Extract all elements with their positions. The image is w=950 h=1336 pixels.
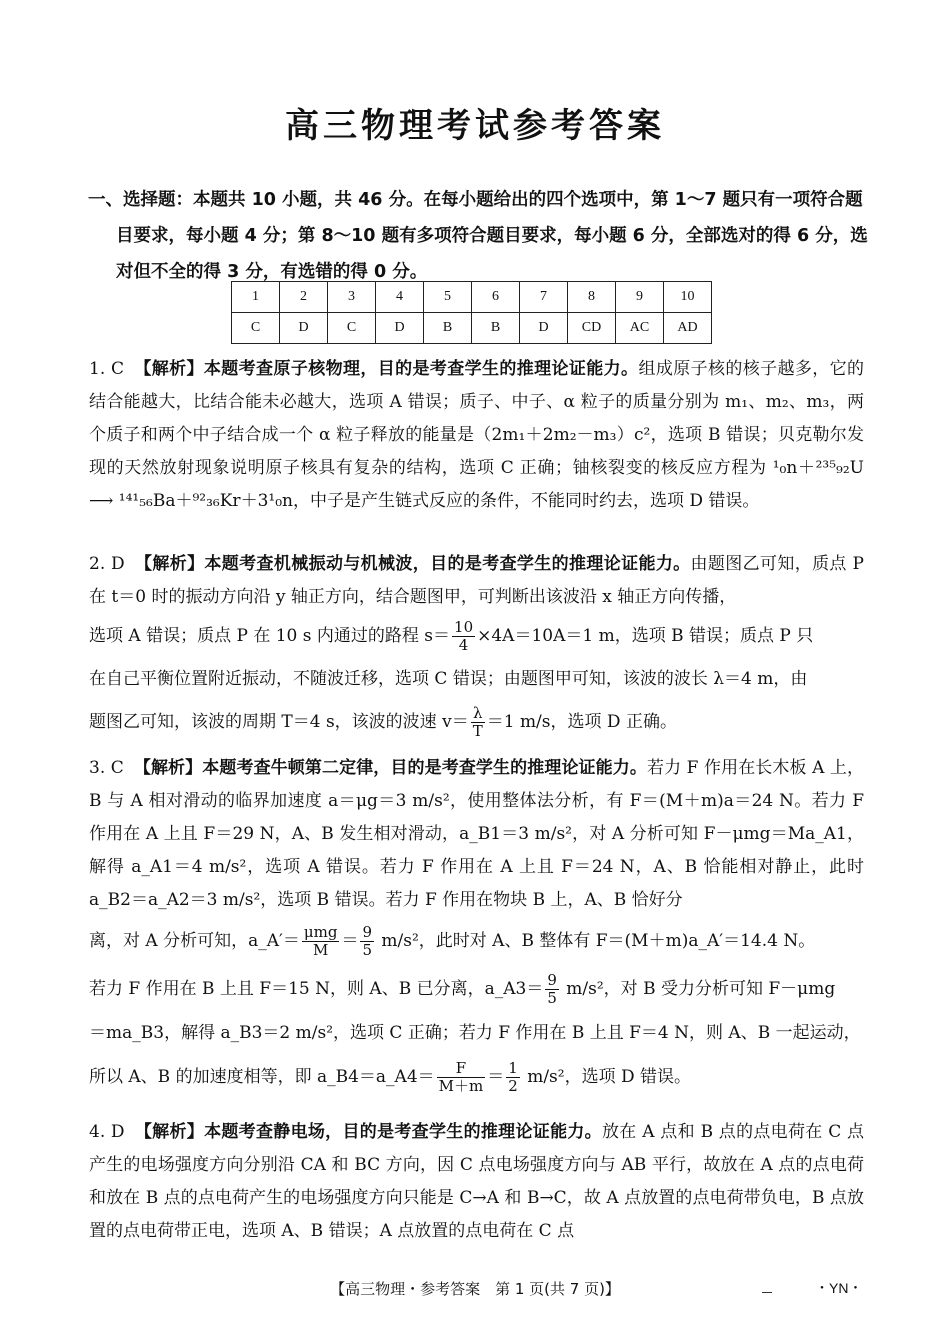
fraction bbox=[437, 1060, 486, 1095]
answer-table-answer-row bbox=[232, 313, 712, 344]
analysis-text: m/s²，选项 D 错误。 bbox=[521, 1067, 692, 1087]
page-title: 高三物理考试参考答案 bbox=[285, 106, 665, 146]
analysis-text: 由题图乙可知，质点 P 在 t＝0 时的振动方向沿 y 轴正方向，结合题图甲，可判断出该波沿 x 轴正方向传播， bbox=[89, 554, 865, 607]
table-cell: D bbox=[376, 313, 424, 344]
table-cell: 9 bbox=[616, 282, 664, 313]
table-cell: CD bbox=[568, 313, 616, 344]
table-cell: 1 bbox=[232, 282, 280, 313]
analysis-text: ＝ bbox=[341, 931, 359, 951]
analysis-tag: 【解析】本题考查静电场，目的是考查学生的推理论证能力。 bbox=[134, 1122, 602, 1142]
question-number: 3. C bbox=[89, 758, 124, 778]
numerator: 1 bbox=[508, 1059, 518, 1077]
table-cell: C bbox=[232, 313, 280, 344]
answer-table bbox=[231, 281, 712, 344]
table-cell: 8 bbox=[568, 282, 616, 313]
denominator: T bbox=[472, 722, 483, 740]
analysis-text: ＝ma_B3，解得 a_B3＝2 m/s²，选项 C 正确；若力 F 作用在 B 上且 F＝4 N，则 A、B 一起运动， bbox=[89, 1023, 861, 1043]
denominator: 2 bbox=[508, 1077, 518, 1095]
analysis-text: 题图乙可知，该波的周期 T＝4 s，该波的波速 v＝ bbox=[89, 712, 469, 732]
analysis-tag: 【解析】本题考查机械振动与机械波，目的是考查学生的推理论证能力。 bbox=[134, 554, 691, 574]
footer-divider bbox=[762, 1292, 772, 1293]
table-cell: 10 bbox=[664, 282, 712, 313]
analysis-text: ×4A＝10A＝1 m，选项 B 错误；质点 P 只 bbox=[477, 626, 814, 646]
denominator: 4 bbox=[458, 636, 469, 654]
analysis-text: 在自己平衡位置附近振动，不随波迁移，选项 C 错误；由题图甲可知，该波的波长 λ＝4 m，由 bbox=[89, 669, 808, 689]
denominator: 5 bbox=[547, 989, 557, 1007]
analysis-text: 组成原子核的核子越多，它的结合能越大，比结合能未必越大，选项 A 错误；质子、中子、α 粒子的质量分别为 m₁、m₂、m₃，两个质子和两个中子结合成一个 α 粒子释放的能量是（2m₁＋2m₂－m₃）c²，选项 B 错误；贝克勒尔发现的天然放射现象说明原子核具有复杂的结构，选项 C 正确；铀核裂变的核反应方程为 ¹₀n＋²³⁵₉₂U ⟶ ¹⁴¹₅₆Ba＋⁹²₃₆Kr＋3¹₀n，中子是产生链式反应的条件，不能同时约去，选项 D 错误。 bbox=[89, 359, 865, 511]
table-cell: 3 bbox=[328, 282, 376, 313]
table-cell: 4 bbox=[376, 282, 424, 313]
table-cell: 6 bbox=[472, 282, 520, 313]
analysis-tag: 【解析】本题考查牛顿第二定律，目的是考查学生的推理论证能力。 bbox=[133, 758, 647, 778]
table-cell: B bbox=[424, 313, 472, 344]
numerator: F bbox=[437, 1060, 486, 1078]
analysis-tag: 【解析】本题考查原子核物理，目的是考查学生的推理论证能力。 bbox=[134, 359, 639, 379]
fraction bbox=[360, 924, 374, 959]
analysis-text: 离，对 A 分析可知，a_A′＝ bbox=[89, 931, 300, 951]
question-3 bbox=[89, 752, 864, 1101]
fraction bbox=[302, 924, 340, 959]
analysis-text: m/s²，对 B 受力分析可知 F－μmg bbox=[560, 979, 836, 999]
fraction bbox=[471, 705, 485, 740]
analysis-text: 若力 F 作用在长木板 A 上，B 与 A 相对滑动的临界加速度 a＝μg＝3 m/s²，使用整体法分析，有 F＝(M＋m)a＝24 N。若力 F 作用在 A 上且 F＝29 N，A、B 发生相对滑动，a_B1＝3 m/s²，对 A 分析可知 F－μmg＝Ma_A1，解得 a_A1＝4 m/s²，选项 A 错误。若力 F 作用在 A 上且 F＝24 N，A、B 恰能相对静止，此时 a_B2＝a_A2＝3 m/s²，选项 B 错误。若力 F 作用在物块 B 上，A、B 恰好分 bbox=[89, 758, 865, 910]
table-cell: B bbox=[472, 313, 520, 344]
table-cell: 2 bbox=[280, 282, 328, 313]
fraction bbox=[506, 1060, 520, 1095]
numerator: 9 bbox=[362, 923, 372, 941]
numerator: 9 bbox=[547, 971, 557, 989]
denominator: 5 bbox=[362, 941, 372, 959]
table-cell: 7 bbox=[520, 282, 568, 313]
question-1 bbox=[89, 353, 864, 518]
section-1-text: 一、选择题：本题共 10 小题，共 46 分。在每小题给出的四个选项中，第 1～7 题只有一项符合题目要求，每小题 4 分；第 8～10 题有多项符合题目要求，每小题 6 分，全部选对的得 6 分，选对但不全的得 3 分，有选错的得 0 分。 bbox=[88, 190, 868, 282]
denominator: M bbox=[312, 941, 329, 959]
question-number: 1. C bbox=[89, 359, 125, 379]
table-cell: AD bbox=[664, 313, 712, 344]
fraction bbox=[545, 972, 559, 1007]
section-1-intro bbox=[88, 182, 868, 290]
question-number: 2. D bbox=[89, 554, 125, 574]
denominator: M＋m bbox=[438, 1077, 484, 1095]
table-cell: C bbox=[328, 313, 376, 344]
question-4 bbox=[89, 1116, 864, 1248]
page-footer: 【高三物理・参考答案 第 1 页(共 7 页)】 bbox=[330, 1280, 620, 1298]
question-number: 4. D bbox=[89, 1122, 125, 1142]
answer-table-number-row bbox=[232, 282, 712, 313]
analysis-text: 选项 A 错误；质点 P 在 10 s 内通过的路程 s＝ bbox=[89, 626, 451, 646]
analysis-text: 所以 A、B 的加速度相等，即 a_B4＝a_A4＝ bbox=[89, 1067, 435, 1087]
analysis-text: ＝ bbox=[487, 1067, 505, 1087]
footer-code: ・YN・ bbox=[815, 1280, 863, 1296]
fraction bbox=[452, 619, 475, 654]
analysis-text: 放在 A 点和 B 点的点电荷在 C 点产生的电场强度方向分别沿 CA 和 BC 方向，因 C 点电场强度方向与 AB 平行，故放在 A 点的点电荷和放在 B 点的点电荷产生的电场强度方向只能是 C→A 和 B→C，故 A 点放置的点电荷带负电，B 点放置的点电荷带正电，选项 A、B 错误；A 点放置的点电荷在 C 点 bbox=[89, 1122, 864, 1241]
numerator: 10 bbox=[454, 618, 474, 636]
table-cell: D bbox=[520, 313, 568, 344]
analysis-text: ＝1 m/s，选项 D 正确。 bbox=[486, 712, 677, 732]
table-cell: 5 bbox=[424, 282, 472, 313]
numerator: λ bbox=[471, 705, 485, 723]
analysis-text: m/s²，此时对 A、B 整体有 F＝(M＋m)a_A′＝14.4 N。 bbox=[375, 931, 816, 951]
question-2 bbox=[89, 548, 864, 744]
analysis-text: 若力 F 作用在 B 上且 F＝15 N，则 A、B 已分离，a_A3＝ bbox=[89, 979, 544, 999]
numerator: μmg bbox=[303, 923, 338, 941]
table-cell: D bbox=[280, 313, 328, 344]
table-cell: AC bbox=[616, 313, 664, 344]
